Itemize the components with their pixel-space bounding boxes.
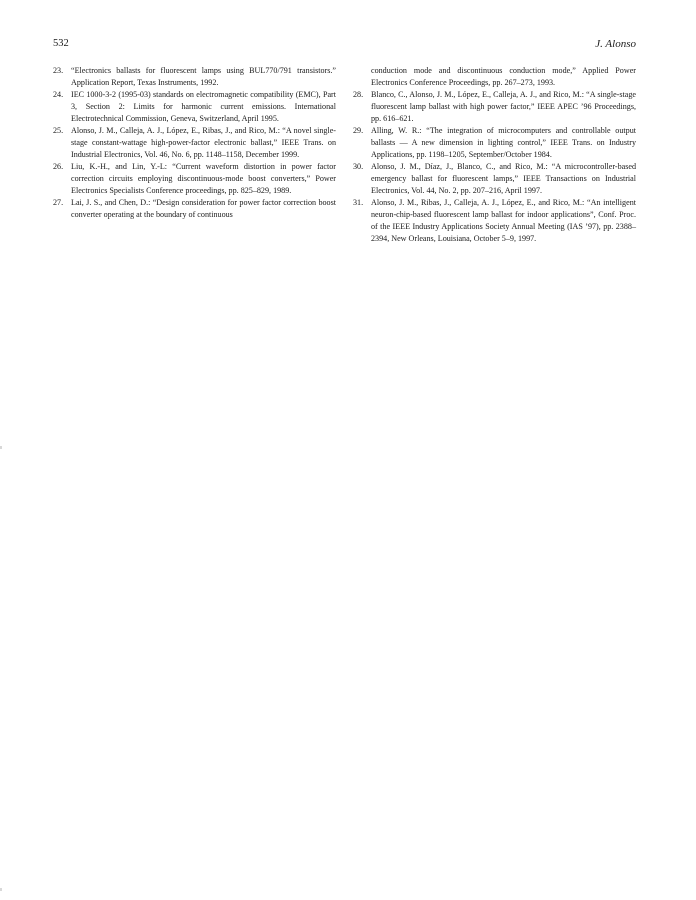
reference-text: conduction mode and discontinuous conduction mode,” Applied Power Electronics Conference Proceedings, pp. 267–273, 1993.	[371, 65, 636, 87]
references-right-column	[353, 65, 636, 246]
reference-text: Alonso, J. M., Calleja, A. J., López, E., Ribas, J., and Rico, M.: “A novel single-stage constant-wattage high-power-factor electronic ballast,” IEEE Trans. on Industrial Electronics, Vol. 46, No. 6, pp. 1148–1158, December 1999.	[71, 125, 336, 159]
reference-number: 31.	[353, 198, 364, 208]
reference-item	[53, 161, 336, 197]
reference-item	[53, 65, 336, 89]
reference-text: “Electronics ballasts for fluorescent lamps using BUL770/791 transistors.” Application Report, Texas Instruments, 1992.	[71, 65, 336, 87]
reference-number: 26.	[53, 161, 64, 171]
reference-text: Alonso, J. M., Díaz, J., Blanco, C., and Rico, M.: “A microcontroller-based emergency ballast for fluorescent lamps,” IEEE Transactions on Industrial Electronics, Vol. 44, No. 2, pp. 207–216, April 1997.	[371, 161, 636, 195]
reference-item	[53, 197, 336, 221]
reference-item	[353, 197, 636, 245]
reference-number: 29.	[353, 125, 364, 135]
reference-number: 27.	[53, 198, 64, 208]
reference-item	[353, 89, 636, 125]
reference-text: Alling, W. R.: “The integration of microcomputers and controllable output ballasts — A new dimension in lighting control,” IEEE Trans. on Industry Applications, pp. 1198–1205, September/October 1984.	[371, 125, 636, 159]
reference-number: 25.	[53, 125, 64, 135]
scan-edge-mark	[0, 888, 2, 891]
reference-text: Lai, J. S., and Chen, D.: “Design consideration for power factor correction boost converter operating at the boundary of continuous	[71, 198, 336, 220]
reference-text: IEC 1000-3-2 (1995-03) standards on electromagnetic compatibility (EMC), Part 3, Section 2: Limits for harmonic current emissions. International Electrotechnical Commission, Geneva, Switzerland, April 1995.	[71, 89, 336, 123]
reference-number: 28.	[353, 89, 364, 99]
page-header	[53, 38, 636, 54]
reference-item	[53, 125, 336, 161]
reference-text: Blanco, C., Alonso, J. M., López, E., Calleja, A. J., and Rico, M.: “A single-stage fluorescent lamp ballast with high power factor,” IEEE APEC ’96 Proceedings, pp. 616–621.	[371, 89, 636, 123]
reference-item	[53, 89, 336, 125]
page-number: 532	[53, 38, 69, 49]
reference-text: Liu, K.-H., and Lin, Y.-L: “Current waveform distortion in power factor correction circuits employing discontinuous-mode boost converters,” Power Electronics Specialists Conference proceedings, pp. 825–829, 1989.	[71, 161, 336, 195]
reference-item	[353, 161, 636, 197]
reference-number: 24.	[53, 89, 64, 99]
reference-number: 23.	[53, 65, 64, 75]
reference-item	[353, 125, 636, 161]
references-left-column	[53, 65, 336, 222]
scan-edge-mark	[0, 446, 2, 449]
reference-number: 30.	[353, 161, 364, 171]
reference-continuation	[353, 65, 636, 89]
reference-text: Alonso, J. M., Ribas, J., Calleja, A. J., López, E., and Rico, M.: “An intelligent neuron-chip-based fluorescent lamp ballast for indoor applications”, Conf. Proc. of the IEEE Industry Applications Society Annual Meeting (IAS ’97), pp. 2388–2394, New Orleans, Louisiana, October 5–9, 1997.	[371, 198, 636, 244]
running-head: J. Alonso	[595, 38, 636, 50]
